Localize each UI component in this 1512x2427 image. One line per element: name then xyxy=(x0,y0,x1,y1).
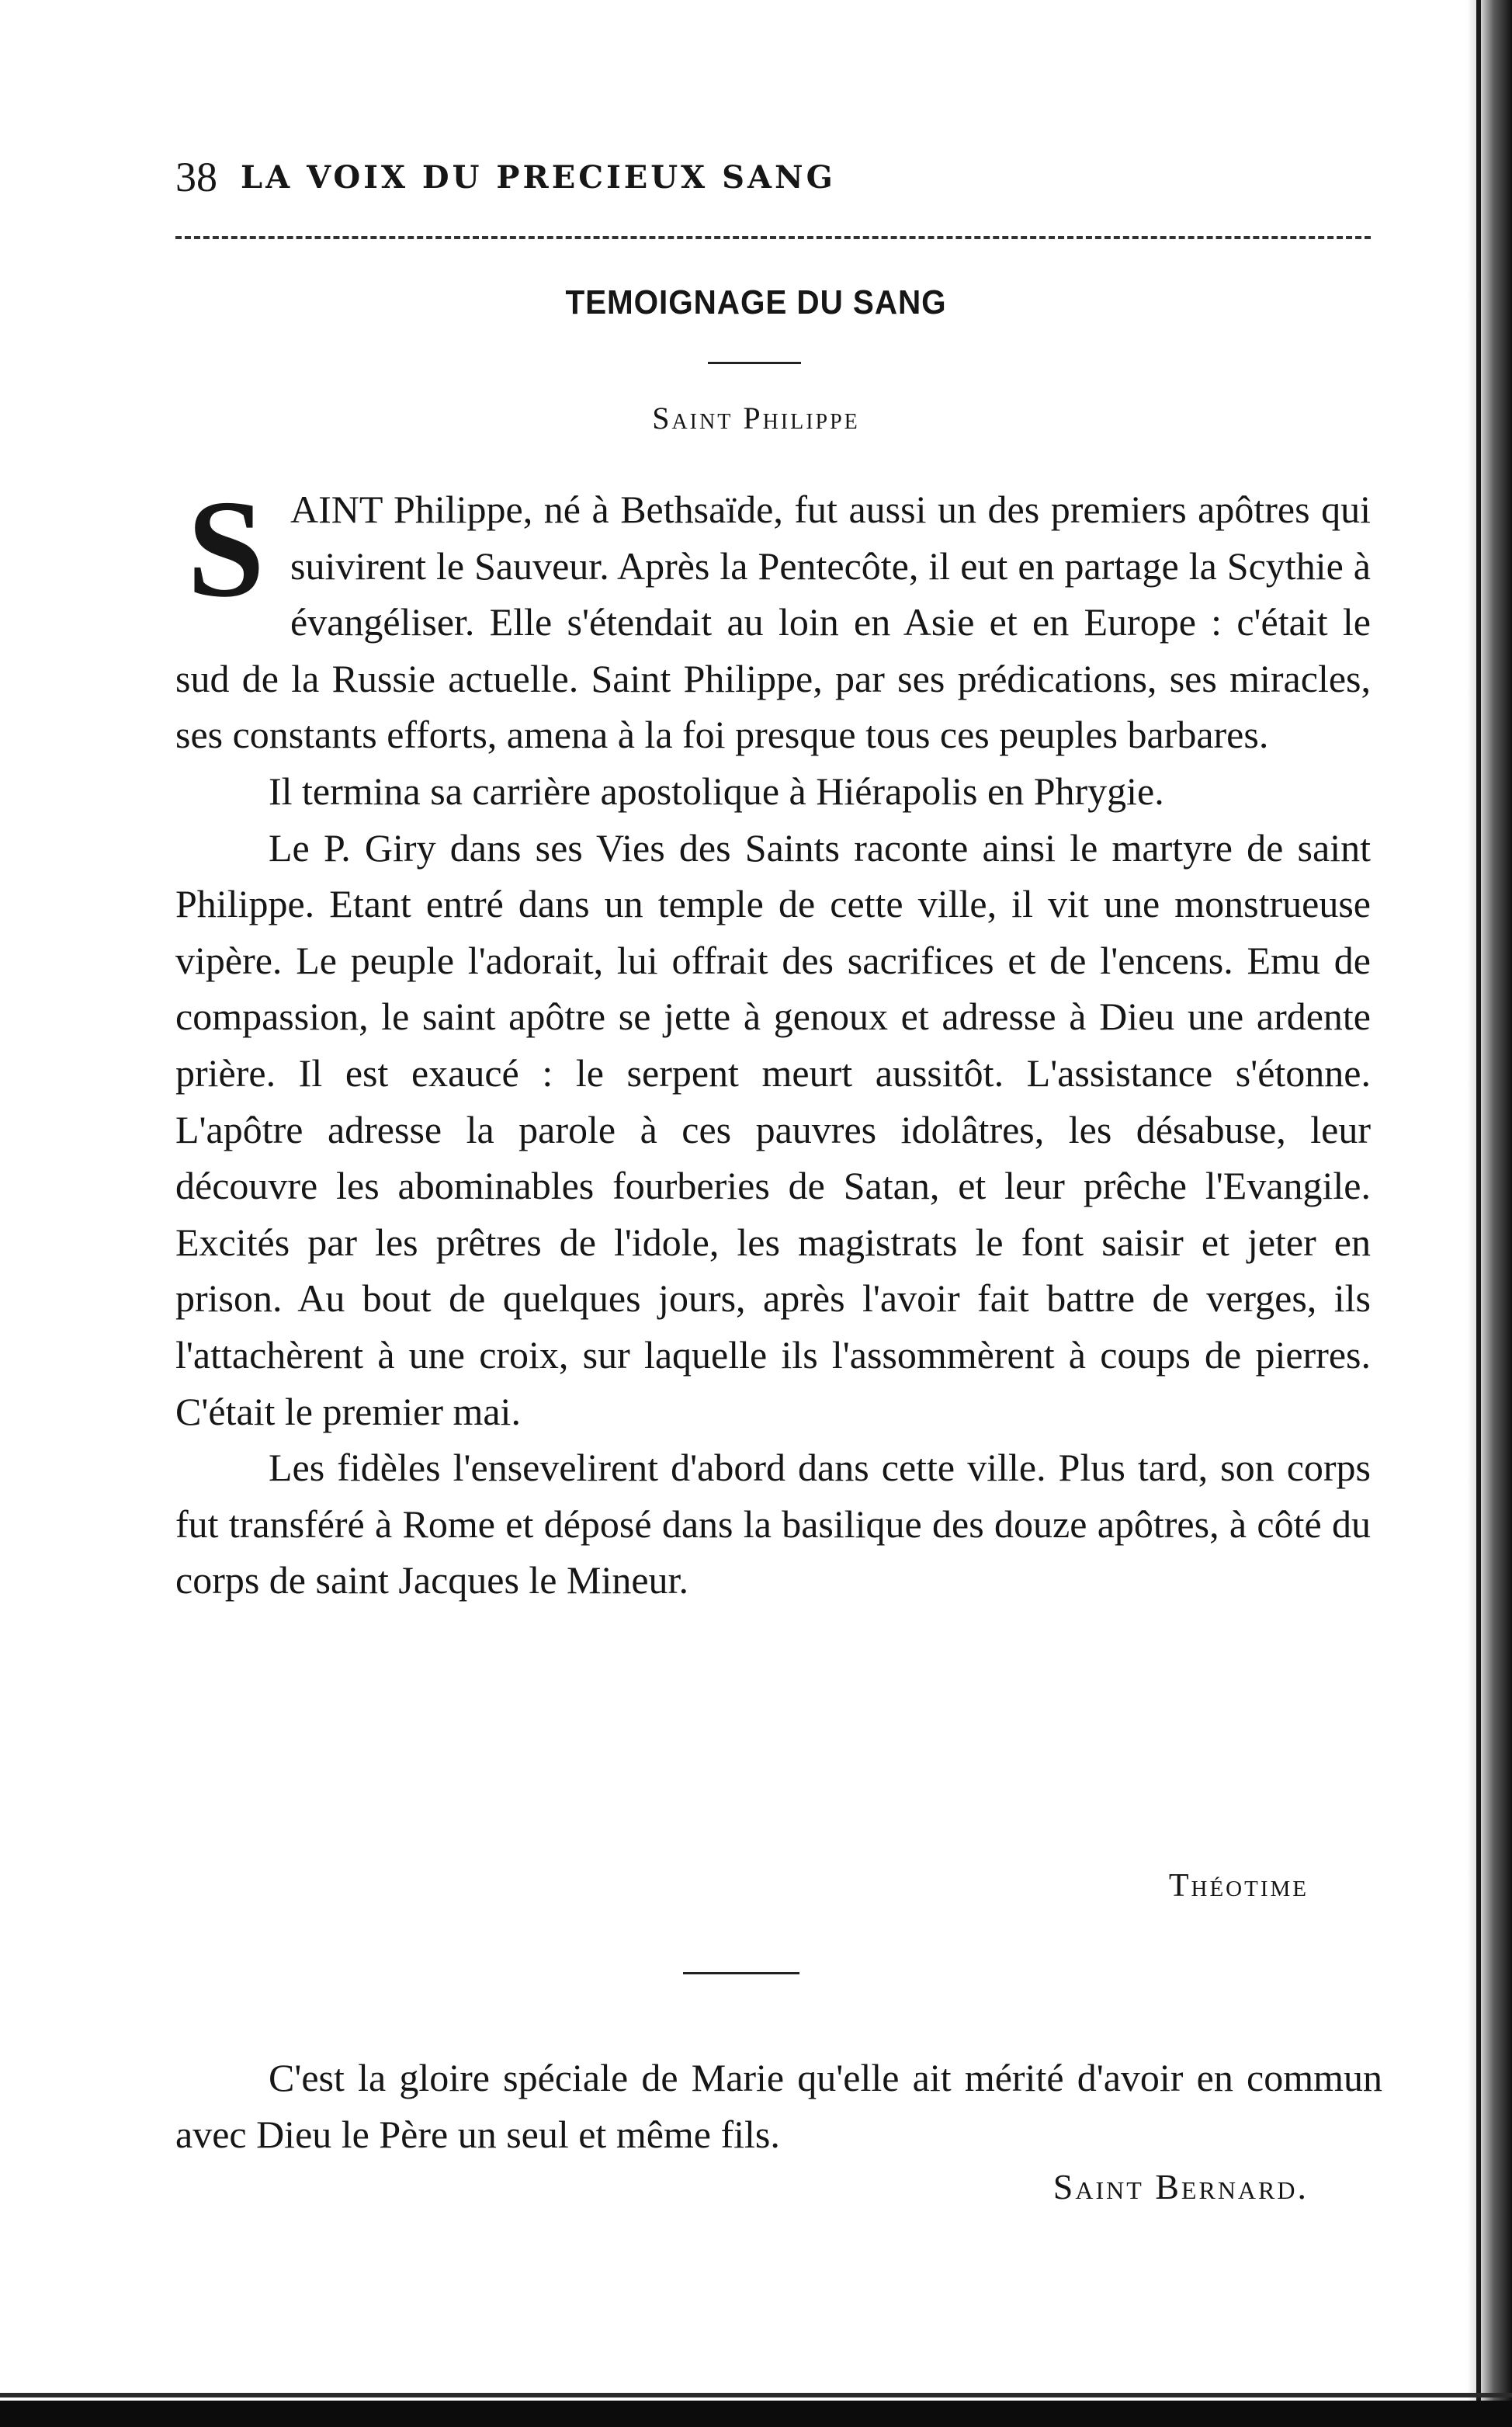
title-rule xyxy=(708,362,801,364)
separator-rule xyxy=(683,1972,799,1974)
drop-cap: S xyxy=(186,471,265,626)
header-rule xyxy=(175,236,1371,239)
quote-text: C'est la gloire spéciale de Marie qu'elle ait mérité d'avoir en commun avec Dieu le Père un seul et même fils. xyxy=(175,2056,1382,2156)
article-signature: Théotime xyxy=(1168,1868,1309,1904)
article-body xyxy=(175,471,1371,1609)
quote-author: Saint Bernard. xyxy=(1053,2167,1309,2207)
running-title: LA VOIX DU PRECIEUX SANG xyxy=(241,158,836,196)
paragraph-1-text: AINT Philippe, né à Bethsaïde, fut aussi un des premiers apôtres qui suivirent le Sauveur. Après la Pentecôte, il eut en partage la Scythie à évangéliser. Elle s'étendait au loin en Asie et en Europe : c'était le sud de la Russie actuelle. Saint Philippe, par ses prédications, ses miracles, ses constants efforts, amena à la foi presque tous ces peuples barbares. xyxy=(175,488,1371,757)
page-header xyxy=(175,154,1386,200)
bottom-edge-line xyxy=(0,2393,1512,2397)
paragraph-4: Les fidèles l'ensevelirent d'abord dans cette ville. Plus tard, son corps fut transféré à Rome et déposé dans la basilique des douze apôtres, à côté du corps de saint Jacques le Mineur. xyxy=(175,1446,1371,1602)
page-number: 38 xyxy=(175,154,217,200)
paragraph-2: Il termina sa carrière apostolique à Hiérapolis en Phrygie. xyxy=(269,769,1164,813)
section-title: TEMOIGNAGE DU SANG xyxy=(565,283,947,321)
binding-edge xyxy=(1467,0,1512,2427)
article-subtitle: Saint Philippe xyxy=(652,401,860,436)
paragraph-3: Le P. Giry dans ses Vies des Saints raconte ainsi le martyre de saint Philippe. Etant entré dans un temple de cette ville, il vit une monstrueuse vipère. Le peuple l'adorait, lui offrait des sacrifices et de l'encens. Emu de compassion, le saint apôtre se jette à genoux et adresse à Dieu une ardente prière. Il est exaucé : le serpent meurt aussitôt. L'assistance s'étonne. L'apôtre adresse la parole à ces pauvres idolâtres, les désabuse, leur découvre les abominables fourberies de Satan, et leur prêche l'Evangile. Excités par les prêtres de l'idole, les magistrats le font saisir et jeter en prison. Au bout de quelques jours, après l'avoir fait battre de verges, ils l'attachèrent à une croix, sur laquelle ils l'assommèrent à coups de pierres. C'était le premier mai. xyxy=(175,825,1371,1433)
bottom-edge xyxy=(0,2401,1512,2427)
quote-block xyxy=(175,2050,1382,2162)
paragraph-1 xyxy=(175,471,1371,763)
binding-line xyxy=(1476,0,1481,2427)
